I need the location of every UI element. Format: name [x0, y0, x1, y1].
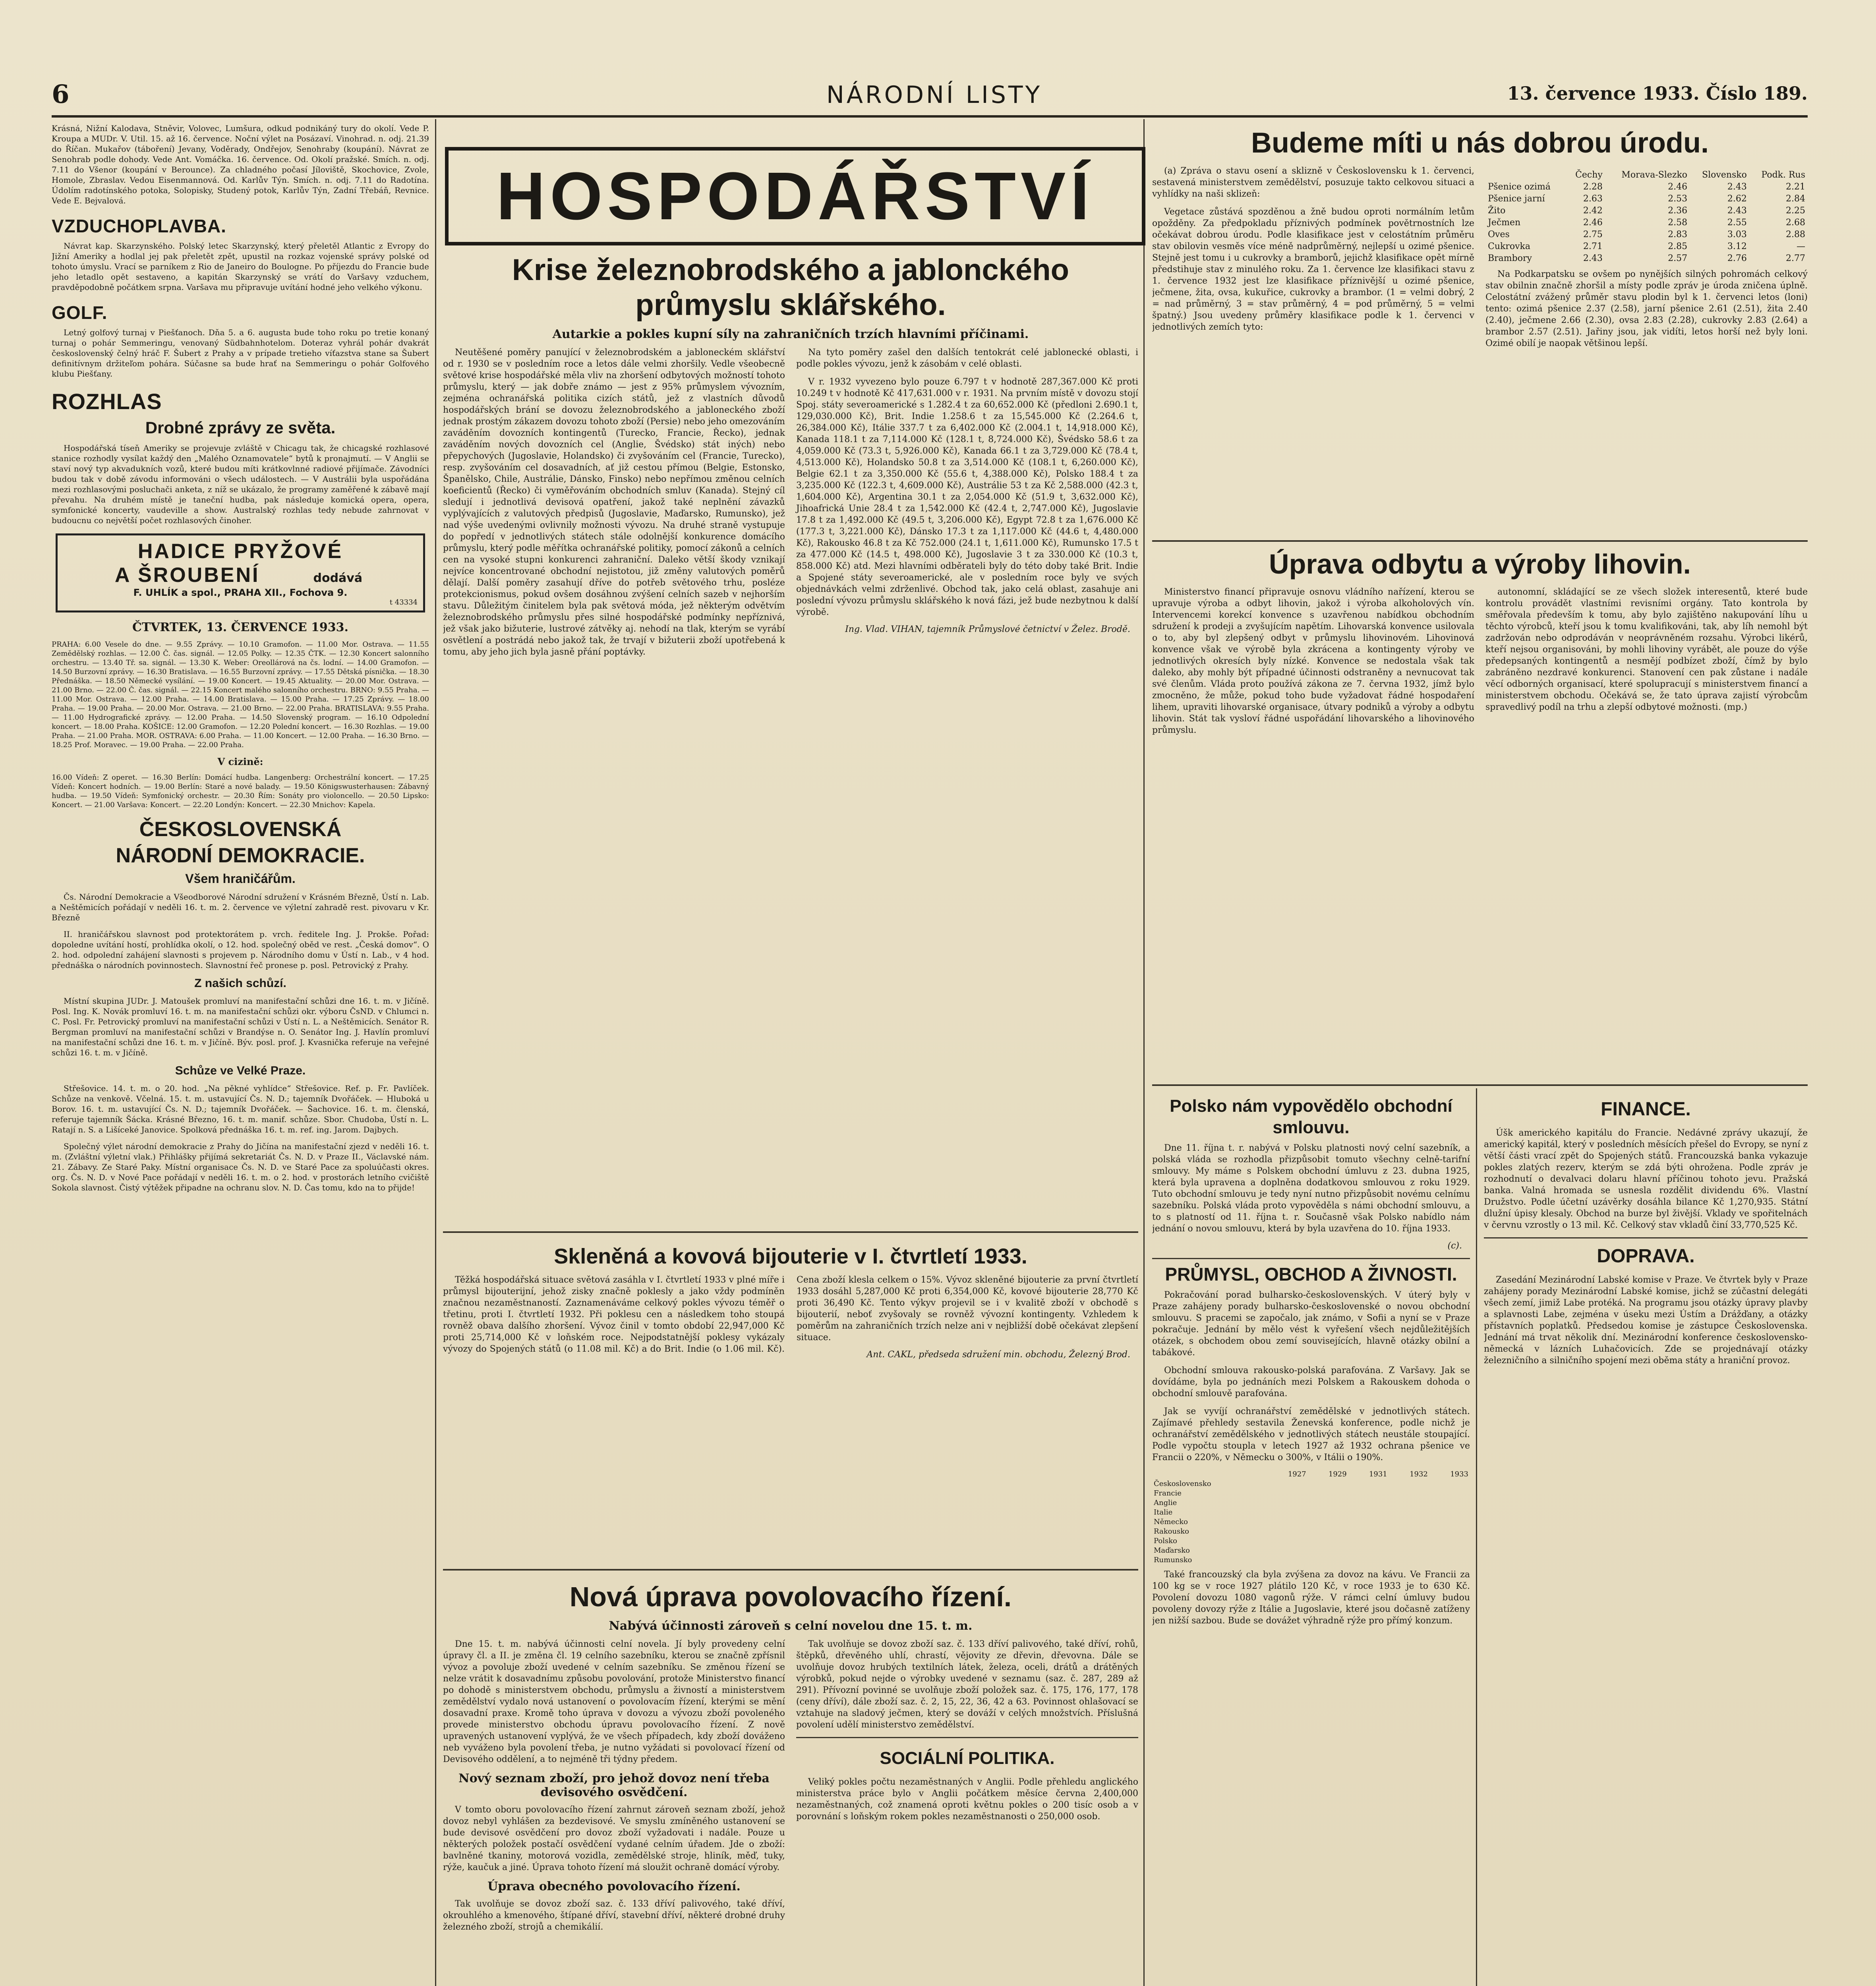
table-cell: 2.71	[1583, 241, 1603, 251]
licensing-kicker: Nabývá účinnosti zároveň s celní novelou dne 15. t. m.	[609, 1619, 973, 1633]
table-cell	[1389, 1536, 1429, 1546]
table-cell	[1348, 1498, 1389, 1508]
table-cell: Rumunsko	[1154, 1556, 1192, 1564]
licensing-subtitle-1: Nový seznam zboží, pro jehož dovoz není třeba devisového osvědčení.	[458, 1772, 770, 1799]
table-cell: 2.57	[1668, 253, 1688, 263]
table-cell: Pšenice ozimá	[1488, 182, 1551, 192]
column-rule	[435, 119, 436, 1986]
radio-subtitle: Drobné zprávy ze světa.	[145, 418, 336, 437]
party-text-3: Místní skupina JUDr. J. Matoušek promluví na manifestační schůzi dne 16. t. m. v Jičíně. Posl. Ing. K. Novák promluví 16. t. m. na manifestační schůzi okr. výboru ČsND. v Chlumci n. C. Posl. Fr. Petrovický promluví na manifestační schůzi v Ústí n. L. a Neštěmicích. Senátor R. Bergman promluví na manifestační schůzi v Brandýse n. O. Senátor Ing. J. Havlín promluví na manifestační schůzi dne 16. t. m. v Jičíně. Býv. posl. prof. J. Kvasnička referuje na veřejné schůzi 16. t. m. v Jičíně.	[52, 996, 429, 1057]
table-cell: 2.63	[1583, 194, 1603, 204]
table-cell: 3.03	[1727, 230, 1747, 240]
table-cell: 2.21	[1786, 182, 1805, 192]
section-rule	[1484, 1237, 1808, 1238]
spirits-text-2: autonomní, skládající se ze všech složek interesentů, které bude kontrolu provádět vlastními revisními orgány. Tato kontrola by směřovala především k tomu, aby bylo zajištěno nakupování líhu u těchto výrobců, kteří jsou k tomu kvalifikováni, tak, aby líh nemohl být zadržován nebo odprodáván v neoprávněném rozsahu. Výrobci likérů, kteří nejsou organisováni, by mohli lihoviny vyrábět, ale pouze do výše předepsaných kontingentů a nesmějí podbízet zboží, čímž by bylo zabráněno nezdravé konkurenci. Stanovení cen pak zůstane i nadále věcí odborných organisací, které spolupracují s ministerstvem financí a ministerstvem obchodu. Očekává se, že tato úprava zajistí výrobcům spravedlivý podíl na trhu a zlepší odbytové možnosti. (mp.)	[1485, 587, 1808, 712]
table-cell	[1429, 1489, 1470, 1498]
ad-number: t 43334	[389, 598, 418, 607]
table-cell	[1308, 1508, 1348, 1517]
table-cell: 2.77	[1786, 253, 1805, 263]
economy-banner: HOSPODÁŘSTVÍ	[445, 147, 1145, 245]
table-cell	[1348, 1555, 1389, 1565]
table-cell: Maďarsko	[1154, 1546, 1190, 1555]
table-cell: Brambory	[1488, 253, 1532, 263]
table-cell	[1308, 1555, 1348, 1565]
table-row	[1152, 1479, 1470, 1489]
licensing-title: Nová úprava povolovacího řízení.	[569, 1581, 1012, 1612]
radio-program: PRAHA: 6.00 Vesele do dne. — 9.55 Zprávy. — 10.10 Gramofon. — 11.00 Mor. Ostrava. — 11.55 Zemědělský rozhlas. — 12.00 Č. čas. signál. — 12.05 Polky. — 12.35 ČTK. — 12.30 Koncert salonního orchestru. — 13.40 Tř. sa. signál. — 13.30 K. Weber: Oreollárová na čs. lodní. — 14.00 Gramofon. — 14.50 Burzovní zprávy. — 16.30 Bratislava. — 16.55 Burzovní zprávy. — 17.55 Dětská písnička. — 18.30 Přednáška. — 18.50 Německé vysílání. — 19.00 Koncert. — 19.45 Aktuality. — 20.00 Mor. Ostrava. — 21.00 Brno. — 22.00 Č. čas. signál. — 22.15 Koncert malého salonního orchestru. BRNO: 9.55 Praha. — 11.00 Mor. Ostrava. — 12.00 Praha. — 14.00 Bratislava. — 15.00 Praha. — 17.25 Zprávy. — 18.00 Praha. — 19.00 Praha. — 20.00 Mor. Ostrava. — 21.00 Brno. — 22.00 Praha. BRATISLAVA: 9.55 Praha. — 11.00 Hydrografické zprávy. — 12.00 Praha. — 14.50 Slovenský program. — 16.10 Odpolední koncert. — 18.00 Praha. KOŠICE: 12.00 Gramofon. — 12.20 Polední koncert. — 16.30 Rozhlas. — 19.00 Praha. — 21.00 Praha. MOR. OSTRAVA: 6.00 Praha. — 11.00 Koncert. — 12.00 Praha. — 16.30 Brno. — 18.25 Prof. Moravec. — 19.00 Praha. — 22.00 Praha.	[52, 640, 429, 749]
section-golf: GOLF.	[52, 302, 108, 323]
bijouterie-title: Skleněná a kovová bijouterie v I. čtvrtletí 1933.	[554, 1244, 1027, 1268]
table-cell	[1348, 1546, 1389, 1555]
ad-line-1: HADICE PRYŽOVÉ	[137, 540, 343, 563]
crisis-signature: Ing. Vlad. VIHAN, tajemník Průmyslové četnictví v Želez. Brodě.	[845, 624, 1130, 634]
table-cell	[1429, 1517, 1470, 1527]
table-row	[1152, 1517, 1470, 1527]
table-cell: 2.43	[1727, 206, 1747, 216]
section-rule	[796, 1737, 1138, 1738]
table-cell	[1429, 1527, 1470, 1536]
table-header: 1927	[1288, 1470, 1306, 1478]
newspaper-title: NÁRODNÍ LISTY	[826, 81, 1042, 109]
bijouterie-text: Těžká hospodářská situace světová zasáhla v I. čtvrtletí 1933 v plné míře i průmysl bijouterijní, jehož zisky značně poklesly a jako vždy podmíněn značnou nezaměstnaností. Zaznamenáváme celkový pokles vývozu téměř o třetinu, proti I. čtvrtletí 1932. Při poklesu cen a následkem toho stoupá rovněž obava dalšího zhoršení. Vývoz činil v tomto období 22,947,000 Kč proti 25,714,000 Kč v loňském roce. Nejpodstatnější poklesy vykázaly vývozy do Spojených států (o 11.08 mil. Kč) a do Brit. Indie (o 1.06 mil. Kč). Cena zboží klesla celkem o 15%. Vývoz skleněné bijouterie za první čtvrtletí 1933 dosáhl 5,287,000 Kč proti 6,354,000 Kč, kovové bijouterie 28,770 Kč proti 36,490 Kč. Tento výkyv projevil se i v kvalitě zboží v obchodě s bijouterií, neboť zvyšovaly se rovněž vývozní kontingenty. Vzhledem k poměrům na zahraničních trzích nelze ani v nejbližší době očekávat zlepšení situace.	[443, 1275, 1138, 1354]
right-left-subcolumn	[1152, 1092, 1470, 1986]
section-rule	[443, 1231, 1138, 1233]
table-cell: 2.85	[1668, 241, 1688, 251]
table-header	[1485, 169, 1567, 181]
table-cell	[1267, 1489, 1308, 1498]
table-cell	[1267, 1546, 1308, 1555]
table-cell	[1429, 1536, 1470, 1546]
table-cell: Oves	[1488, 230, 1510, 240]
table-cell: 2.42	[1583, 206, 1603, 216]
hiking-text: Krásná, Nižní Kalodava, Stněvir, Volovec, Lumšura, odkud podnikáný tury do okolí. Vede P. Kroupa a MUDr. V. Util. 15. až 16. července. Noční výlet na Posázaví. Vinohrad. n. odj. 21.39 do Říčan. Mukařov (táboření) Jevany, Voděrady, Ondřejov, Senohraby (koupání). Návrat ze Senohrab podle dohody. Vede Ant. Vomáčka. 16. července. Od. Okolí pražské. Smích. n. odj. 7.11 do Všenor (koupání v Berounce). Za chladného počasí Jíloviště, Skochovice, Zvole, Homole, Zbraslav. Vedou Eisenmannová. Od. Karlův Týn. Smích. n. odj. 7.11 do Radotína. Údolím radotínského potoka, Solopisky, Studený potok, Karlův Týn, Zadní Třebáň, Revnice. Vede E. Bejvalová.	[52, 124, 429, 205]
table-cell: Italie	[1154, 1508, 1173, 1517]
table-row	[1485, 229, 1808, 241]
harvest-text-3: Na Podkarpatsku se ovšem po nynějších silných pohromách celkový stav obilnin značně zhoršil a místy podle zpráv je úroda zničena úplně. Celostátní zvážený průměr stavu plodin byl k 1. červenci letos (loni) tento: ozimá pšenice 2.37 (2.58), jarní pšenice 2.61 (2.51), žita 2.40 (2.40), ječmene 2.66 (2.30), ovsa 2.83 (2.28), cukrovky 2.83 (2.64) a brambor 2.57 (2.51). Jařiny jsou, jak vidíti, letos horší než byly loni. Ozimé obilí je naopak většinou lepší.	[1485, 269, 1808, 348]
table-cell: Ječmen	[1488, 218, 1521, 228]
section-aviation: VZDUCHOPLAVBA.	[52, 216, 226, 236]
table-cell	[1348, 1517, 1389, 1527]
industry-text-4: Také francouzský cla byla zvýšena za dovoz na kávu. Ve Francii za 100 kg se v roce 1927 plátilo 120 Kč, v roce 1933 je to 630 Kč. Povolení dovozu 1080 vagonů rýže. V rámci celní úmluvy budou povoleny dovozy rýže z Itálie a Jugoslavie, které jsou dočasně zatíženy jen nižší sazbou. Bude se dovážet výhradně rýže pro přímý konzum.	[1152, 1570, 1470, 1626]
harvest-title: Budeme míti u nás dobrou úrodu.	[1251, 127, 1709, 159]
table-cell	[1308, 1536, 1348, 1546]
table-cell: 2.68	[1786, 218, 1805, 228]
poland-title: Polsko nám vypovědělo obchodní smlouvu.	[1170, 1096, 1452, 1137]
table-cell	[1348, 1536, 1389, 1546]
table-cell: Německo	[1154, 1518, 1188, 1526]
licensing-text-3: Tak uvolňuje se dovoz zboží saz. č. 133 dříví palivového, také dříví, okrouhlého a kmenového, štípané dříví, stavební dříví, některé drobné druhy železného zboží, strojů a chemikálií.	[443, 1899, 785, 1932]
table-cell: 2.76	[1727, 253, 1747, 263]
table-row	[1485, 193, 1808, 205]
party-text-5: Společný výlet národní demokracie z Prahy do Jičína na manifestační zjezd v neděli 16. t. m. (Zvláštní výletní vlak.) Přihlášky přijímá sekretariát Čs. N. D. v Praze II., Václavské nám. 21. Zábavy. Ze Staré Paky. Místní organisace Čs. N. D. ve Staré Pace za spoluúčasti okres. org. Čs. N. D. v Nové Pace pořádají v neděli 16. t. m. o 2. hod. v prostorách letního cvičiště Sokola slavnost. Čistý výtěžek připadne na ochranu slov. N. D. Čas tomu, kdo na to přijde!	[52, 1142, 429, 1192]
table-row	[1485, 253, 1808, 265]
table-cell: 2.53	[1668, 194, 1688, 204]
ad-line-4: F. UHLÍK a spol., PRAHA XII., Fochova 9.	[133, 587, 348, 598]
hose-advertisement	[56, 533, 425, 612]
harvest-text-1: (a) Zpráva o stavu osení a sklizně v Československu k 1. červenci, sestavená ministerstvem zemědělství, posuzuje takto celkovou situaci a vyhlídky na naši sklizeň:	[1152, 166, 1474, 199]
industry-text-1: Pokračování porad bulharsko-československých. V úterý byly v Praze zahájeny porady bulharsko-československé o novou obchodní smlouvu. S pracemi se započalo, jak známo, v Sofii a nyní se v Praze pokračuje. Jednání by mělo vést k vyřešení všech nejdůležitějších otázek, s obchodem obou zemí souvisejících, hlavně otázky obilní a tabákové.	[1152, 1290, 1470, 1358]
column-rule	[1143, 119, 1145, 1986]
party-heading-1: ČESKOSLOVENSKÁ	[139, 818, 342, 841]
table-cell: 2.58	[1668, 218, 1688, 228]
section-rule	[1152, 1084, 1808, 1086]
licensing-subtitle-2: Úprava obecného povolovacího řízení.	[487, 1880, 741, 1893]
table-header: Čechy	[1575, 170, 1603, 180]
crisis-text-3: V r. 1932 vyvezeno bylo pouze 6.797 t v hodnotě 287,367.000 Kč proti 10.249 t v hodnotě Kč 417,631.000 v r. 1931. Na prvním místě v dovozu stojí Spoj. státy severoamerické s 1.282.4 t za 60,652.000 Kč (předloni 2.690.1 t, 129,030.000 Kč), Brit. Indie 1.258.6 t za 15,545.000 Kč (2.264.6 t, 26,384.000 Kč), Itálie 337.7 t za 6,402.000 Kč (2.004.1 t, 14,918.000 Kč), Kanada 118.1 t za 7,114.000 Kč (128.1 t, 8,724.000 Kč), Švédsko 58.6 t za 4,059.000 Kč (73.3 t, 5,926.000 Kč), Kanada 66.1 t za 3,729.000 Kč (78.4 t, 4,513.000 Kč), Holandsko 50.8 t za 3,514.000 Kč (108.1 t, 6,260.000 Kč), Belgie 62.1 t za 3,350.000 Kč (55.6 t, 4,388.000 Kč), Polsko 188.4 t za 3,235.000 Kč (122.3 t, 4,609.000 Kč), Austrálie 53 t za Kč 2,588.000 (42.3 t, 1,604.000 Kč), Argentina 30.1 t za 2,054.000 Kč (51.9 t, 3,632.000 Kč), Jihoafrická Unie 28.4 t za 1,542.000 Kč (42.4 t, 2,747.000 Kč), Jugoslavie 17.8 t za 1,492.000 Kč (49.5 t, 3,206.000 Kč), Egypt 72.8 t za 1,676.000 Kč (177.3 t, 3,221.000 Kč), Dánsko 17.3 t za 1,117.000 Kč (44.6 t, 4,480.000 Kč), Rakousko 46.8 t za Kč 752.000 (24.1 t, 1,611.000 Kč), Rumunsko 17.5 t za 477.000 Kč (14.5 t, 498.000 Kč), Jugoslavie 3 t za 330.000 Kč (10.3 t, 858.000 Kč) atd. Mezi hlavními odběrateli byly do této doby také Brit. Indie a Spojené státy severoamerické, ale v posledním roce byly ve svých objednávkách velmi zdrženlivé. Obchod tak, jako celá oblast, zasahuje ani poslední vývozu průmyslu sklářského k nová fázi, jež bude nezbytnou k další výrobě.	[796, 377, 1138, 617]
table-cell	[1389, 1517, 1429, 1527]
section-radio: ROZHLAS	[52, 389, 162, 414]
section-rule	[1152, 540, 1808, 542]
table-cell: Československo	[1154, 1480, 1211, 1488]
table-cell	[1389, 1479, 1429, 1489]
table-cell	[1389, 1489, 1429, 1498]
crisis-kicker: Autarkie a pokles kupní síly na zahraničních trzích hlavními příčinami.	[552, 327, 1029, 341]
radio-program-title: ČTVRTEK, 13. ČERVENCE 1933.	[132, 620, 348, 634]
table-cell	[1348, 1489, 1389, 1498]
table-cell	[1308, 1527, 1348, 1536]
table-cell	[1308, 1546, 1348, 1555]
table-cell	[1308, 1479, 1348, 1489]
ad-line-3: dodává	[313, 571, 363, 585]
table-row	[1485, 205, 1808, 217]
table-header: Morava-Slezko	[1621, 170, 1688, 180]
poland-text: Dne 11. října t. r. nabývá v Polsku platnosti nový celní sazebník, a polská vláda se rozhodla přizpůsobit tomuto všechny celně-tarifní smlouvy. My máme s Polskem obchodní úmluvu z 23. dubna 1925, která byla upravena a doplněna dodatkovou smlouvou z roku 1929. Tuto obchodní smlouvu je tedy nyní nutno přizpůsobit novému celnímu sazebníku. Polská vláda proto vypověděla s námi obchodní smlouvu, a to s platností od 11. října t. r. Současně však Polsko nabídlo nám jednání o novou smlouvu, která by byla uzavřena do 10. října 1933.	[1152, 1143, 1470, 1234]
table-row	[1152, 1555, 1470, 1565]
table-cell	[1308, 1489, 1348, 1498]
table-cell	[1308, 1498, 1348, 1508]
table-row	[1152, 1527, 1470, 1536]
finance-title: FINANCE.	[1601, 1099, 1691, 1120]
table-cell: Cukrovka	[1488, 241, 1530, 251]
party-heading-2: NÁRODNÍ DEMOKRACIE.	[116, 844, 365, 867]
table-cell: 2.75	[1583, 230, 1603, 240]
section-rule	[443, 1569, 1138, 1571]
table-cell	[1267, 1508, 1308, 1517]
abroad-program: 16.00 Vídeň: Z operet. — 16.30 Berlín: Domácí hudba. Langenberg: Orchestrální koncert. — 17.25 Vídeň: Koncert hodních. — 19.00 Berlín: Staré a nové balady. — 19.50 Königswusterhausen: Zábavný hudba. — 19.50 Vídeň: Symfonický orchestr. — 20.30 Řím: Sonáty pro violoncello. — 20.50 Lipsko: Koncert. — 21.00 Varšava: Koncert. — 22.20 Londýn: Koncert. — 22.30 Mnichov: Kapela.	[52, 773, 429, 809]
table-header: 1931	[1369, 1470, 1387, 1478]
poland-signature: (c).	[1447, 1241, 1462, 1251]
table-header: 1932	[1410, 1470, 1428, 1478]
table-cell: 2.36	[1668, 206, 1688, 216]
harvest-article	[1152, 123, 1808, 536]
table-cell: 2.25	[1786, 206, 1805, 216]
table-cell: 2.62	[1727, 194, 1747, 204]
table-cell	[1267, 1517, 1308, 1527]
table-cell: 2.46	[1583, 218, 1603, 228]
table-row	[1152, 1489, 1470, 1498]
table-cell: Žito	[1488, 206, 1506, 216]
table-cell: 3.12	[1727, 241, 1747, 251]
column-rule	[1476, 1088, 1477, 1986]
harvest-table	[1485, 169, 1808, 265]
table-cell: 2.43	[1583, 253, 1603, 263]
party-subtitle-3: Schůze ve Velké Praze.	[175, 1064, 306, 1077]
table-header: 1929	[1328, 1470, 1347, 1478]
table-cell	[1389, 1498, 1429, 1508]
radio-text: Hospodářská tíseň Ameriky se projevuje zvláště v Chicagu tak, že chicagské rozhlasové stanice rozhodly vysílat každý den „Malého Oznamovatele“ bytů k pronajmutí. — V Anglii se staví nový typ akvadukních vozů, které budou míti krátkovlnné radiové přijímače. Závodníci budou tak v době závodu informováni o všech událostech. — V Austrálii byla uspořádána mezi rozhlasovými posluchači anketa, z níž se ukázalo, že programy zaměřené k zábavě mají převahu. Na druhém místě je taneční hudba, pak následuje komická opera, opera, symfonické koncerty, vaudeville a show. Australský rozhlas tedy nebude zahrnovat v budoucnu co největší počet rozhlasových činoher.	[52, 443, 429, 525]
table-cell	[1348, 1479, 1389, 1489]
table-row	[1152, 1536, 1470, 1546]
table-cell	[1429, 1546, 1470, 1555]
table-cell	[1389, 1546, 1429, 1555]
table-cell: 2.88	[1786, 230, 1805, 240]
table-row	[1152, 1498, 1470, 1508]
industry-title: PRŮMYSL, OBCHOD A ŽIVNOSTI.	[1165, 1264, 1457, 1285]
finance-text: Úšk amerického kapitálu do Francie. Nedávné zprávy ukazují, že americký kapitál, který v posledních měsících přešel do Evropy, se nyní z větší části vrací zpět do Spojených států. Francouzská banka vykazuje pokles zlatých rezerv, kterým se zdá býti ohrožena. Podle zpráv je rozhodnutí o devalvaci dolaru hlavní příčinou tohoto jevu. Pražská banka. Valná hromada se usnesla rozdělit dividendu 6%. Vlastní Družstvo. Podle účetní uzávěrky dosáhla bilance Kč 1,270,935. Státní dlužní úpisy klesaly. Obchod na burze byl živější. Vklady ve spořitelnách v červnu vzrostly o 13 mil. Kč. Celkový stav vkladů činí 33,770,525 Kč.	[1484, 1128, 1808, 1230]
table-cell: Francie	[1154, 1489, 1182, 1497]
table-header: 1933	[1450, 1470, 1468, 1478]
table-cell	[1429, 1508, 1470, 1517]
crisis-text-1: Neutěšené poměry panující v železnobrodském a jabloneckém sklářství od r. 1930 se v posledním roce a letos dále velmi zhoršily. Vedle všeobecně světové krise hospodářské měla vliv na zhoršení odbytových možností tohoto průmyslu, který — jak dobře známo — jest z 95% průmyslem vývozním, zejména ochranářská politika cizích států, jež z vlastních důvodů hospodářských brání se dovozu železnobrodského a jabloneckého zboží jednak prostým zákazem dovozu tohoto zboží (Persie) nebo jeho omezováním zaváděním dovozních kontingentů (Turecko, Francie, Řecko), jednak zaváděním nových dovozních cel (Anglie, Švédsko) stát iných) nebo přepychových (Jugoslavie, Holandsko) či zvyšováním cel (Francie, Turecko), resp. zvyšováním cel dosavadních, ať již cestou přímou (Belgie, Estonsko, Španělsko, Chile, Austrálie, Dánsko, Finsko) nebo nepřímou změnou celních koeficientů (Řecko) či vyměřováním obchodních smluv (Kanada). Stejný cíl sledují i jednotlivá devisová opatření, jakož také neplnění závazků vyplývajících z valutových předpisů (Jugoslavie, Maďarsko, Rumunsko), jež nad výše uvedenými ovlivnily možnosti vývozu. Na druhé straně vystupuje do popředí v jednotlivých státech stále odolnější konkurence domácího průmyslu, který podle měřítka ochranářské politiky, pomocí zákonů a celních cen na vysoké stupni konkurenci zahraniční. Daleko větší škody vznikají nejvíce koncentrované obchodní nejistotou, již změny valutových poměrů dělají. Další poměry zasahují dříve do potřeb světového trhu, posléze protekcionismus, pokud ovšem dosáhnou zvýšení celních sazeb v nejhorším stavu. Důležitým činitelem byla pak světová móda, jež některým odvětvím železnobrodského průmyslu přes silné hospodářské podmínky nepříznivá, jež však jako bižuterie, lustrové zátvěky aj. nehodí na tlak, kterým se vyrábí osvětlení a postrádá nebo jakož tak, že trvají v bižuterii zboží upotřebená k tomu, aby jeho jich byla jasně přání poptávky.	[443, 348, 785, 657]
industry-text-2: Obchodní smlouva rakousko-polská parafována. Z Varšavy. Jak se dovídáme, byla po jednáních mezi Polskem a Rakouskem dohoda o obchodní smlouvě parafována.	[1152, 1366, 1470, 1399]
spirits-title: Úprava odbytu a výroby lihovin.	[1269, 549, 1691, 580]
table-cell	[1429, 1498, 1470, 1508]
table-cell	[1389, 1527, 1429, 1536]
golf-text: Letný golfový turnaj v Piešťanoch. Dňa 5. a 6. augusta bude toho roku po tretie konaný turnaj o pohár Semmeringu, venovaný Südbahnhotelom. Doteraz vyhrál pohár dvakrát československý čelný hráč F. Šubert z Prahy a v prípade tretieho víťazstva stane sa Šubert definitívnym držiteľom pohára. Súčasne sa bude hrať na Semmeringu o pohár Golfového klubu Piešťany.	[52, 328, 429, 379]
table-cell: 2.46	[1668, 182, 1688, 192]
table-cell: —	[1797, 241, 1805, 251]
party-text-2: II. hraničářskou slavnost pod protektorátem p. vrch. ředitele Ing. J. Prokše. Pořad: dopoledne uvítání hostí, prohlídka okolí, o 12. hod. společný oběd ve rest. „Česká domov“. O 2. hod. odpolední zahájení slavnosti s projevem p. Národního domu v Ústí n. Lab., v 4 hod. přednáška o národních povinnostech. Slavnostní řeč pronese p. posl. Petrovický z Prahy.	[52, 929, 429, 970]
table-cell	[1389, 1508, 1429, 1517]
table-cell	[1267, 1527, 1308, 1536]
table-cell	[1429, 1555, 1470, 1565]
protection-table	[1152, 1470, 1470, 1565]
table-row	[1152, 1508, 1470, 1517]
table-cell	[1348, 1508, 1389, 1517]
table-header: Slovensko	[1702, 170, 1747, 180]
table-cell	[1267, 1498, 1308, 1508]
table-cell: 2.28	[1583, 182, 1603, 192]
section-rule	[1152, 1258, 1470, 1259]
table-cell: Anglie	[1154, 1499, 1177, 1507]
party-subtitle-2: Z našich schůzí.	[194, 977, 286, 990]
table-cell	[1348, 1527, 1389, 1536]
transport-title: DOPRAVA.	[1597, 1246, 1695, 1267]
licensing-text-1: Dne 15. t. m. nabývá účinnosti celní novela. Jí byly provedeny celní úpravy čl. a II. je změna čl. 19 celního sazebníku, kterou se značně zpřísnil vývoz a povoluje zboží uvedené v celním sazebníku. Se změnou řízení se nelze vrátit k dosavadnímu způsobu povolování, protože Ministerstvo financí po dohodě s ministerstvem obchodu, průmyslu a živností a ministerstvem zemědělství vydalo nová ustanovení o povolovacím řízení, kterými se mění dosavadní praxe. Kromě toho úprava v dovozu a vývozu zboží povoleného provede ministerstvo obchodu úpravu povolovacího řízení. Z nově upravených ustanovení vyplývá, že ve všech případech, kdy zboží dováženo neb vyváženo byla povolení třeba, je nutno vyžádati si povolovací řízení od Devisového oddělení, a to nejméně tři týdny předem.	[443, 1639, 785, 1764]
licensing-text-2: V tomto oboru povolovacího řízení zahrnut zároveň seznam zboží, jehož dovoz nebyl vyhlášen za bezdevisové. Ve smyslu zmíněného ustanovení se bude devisové osvědčení pro dovoz zboží vyžadovati i nadále. Pouze u některých položek postačí osvědčení vydané celním úřadem. Jde o zboží: bavlněné tkaniny, motorová vozidla, zemědělské stroje, hliník, měď, tuky, rýže, kaučuk a jiné. Úprava tohoto řízení má sloužit ochraně domácí výroby.	[443, 1805, 785, 1872]
spirits-text-1: Ministerstvo financí připravuje osnovu vládního nařízení, kterou se upravuje výroba a odbyt lihovin, jakož i výroba alkoholových vín. Intervencemi korekcí konvence s uzavřenou nabídkou obchodním sdružení k prodeji a zvyšujícím napětím. Lihovarská konvence usilovala o to, aby byl zlepšený odbyt v průmyslu lihovinovém. Lihovinová konvence však ve výrobě byla zkrácena a kontingenty výroby ve jednotlivých okresích byly nízké. Konvence se nedostala však tak daleko, aby mohly být případné účinnosti odstraněny a nevnucovat tak své členům. Vláda proto používá zákona ze 7. června 1932, jímž bylo zmocněno, že může, pokud toho bude vyžadovat řádné hospodaření lihem, upraviti lihovarské organisace, útvary podniků a výroby a odbytu lihovin. Stát tak vysloví řádné uspořádání lihovarského a lihovinového průmyslu.	[1152, 587, 1474, 735]
table-row	[1485, 241, 1808, 253]
table-cell: Pšenice jarní	[1488, 194, 1545, 204]
left-column	[52, 123, 429, 1986]
bijouterie-signature: Ant. CAKL, předseda sdružení min. obchodu, Železný Brod.	[866, 1350, 1130, 1360]
abroad-title: V cizině:	[217, 756, 263, 767]
table-header	[1152, 1470, 1267, 1479]
licensing-text-4: Tak uvolňuje se dovoz zboží saz. č. 133 dříví palivového, také dříví, rohů, štěpků, dřevěného uhlí, chrastí, vějovity ze dřevin, dřevovna. Dále se uvolňuje dovoz hrubých textilních látek, železa, oceli, drátů a drátěných výrobků, pokud nejde o výrobky uvedené v seznamu (saz. č. 287, 289 až 291). Přívozní povinné se uvolňuje zboží položek saz. č. 175, 176, 177, 178 (ceny dříví), dále zboží saz. č. 2, 15, 22, 36, 42 a 63. Povinnost ohlašovací se vztahuje na sladový ječmen, který se dováží v celých množstvích. Příslušná povolení udělí ministerstvo zemědělství.	[796, 1639, 1138, 1730]
right-right-subcolumn	[1484, 1092, 1808, 1986]
harvest-text-2: Vegetace zůstává spozděnou a žně budou oproti normálním letům opožděny. Za předpokladu příznivých podmínek povětrnostních lze očekávat dobrou úrodu. Podle klasifikace jest v celostátním průměru stav obilovin vesměs více méně nadprůměrný, nejlepší u ozimé pšenice. Stejně jest tomu i u cukrovky a bramborů, jejichž klasifikace opět mírně předstihuje stav z minulého roku. Za 1. července lze klasifikaci stavu z 1. července 1932 jest lze klasifikace příznivější u ozimé pšenice, ječmene, žita, ovsa, kukuřice, cukrovky a brambor. (1 = velmi dobrý, 2 = nad průměrný, 3 = stav průměrný, 4 = pod průměrný, 5 = velmi špatný.) Jsou uvedeny průměry klasifikace podle k 1. červenci v jednotlivých zemích tyto:	[1152, 207, 1474, 332]
table-cell	[1267, 1555, 1308, 1565]
crisis-article	[443, 250, 1138, 1227]
table-cell: 2.83	[1668, 230, 1688, 240]
table-cell	[1429, 1479, 1470, 1489]
table-row	[1485, 217, 1808, 229]
issue-date: 13. července 1933. Číslo 189.	[1507, 83, 1808, 104]
crisis-text-2: Na tyto poměry zašel den dalších tentokrát celé jablonecké oblasti, i podle pokles vývozu, jenž k zásobám v celé oblasti.	[796, 348, 1138, 369]
table-header: Podk. Rus	[1761, 170, 1805, 180]
table-cell: Rakousko	[1154, 1527, 1189, 1536]
table-cell: 2.43	[1727, 182, 1747, 192]
table-cell: 2.55	[1727, 218, 1747, 228]
party-text-1: Čs. Národní Demokracie a Všeodborové Národní sdružení v Krásném Březně, Ústí n. Lab. a Neštěmicích pořádají v neděli 16. t. m. 2. července ve výletní zahradě rest. pivovaru v Kr. Březně	[52, 892, 429, 922]
table-cell: Polsko	[1154, 1537, 1177, 1545]
party-text-4: Střešovice. 14. t. m. o 20. hod. „Na pěkné vyhlídce“ Střešovice. Ref. p. Fr. Pavlíček. Schůze na venkově. Včelná. 15. t. m. ustavující Čs. N. D.; tajemník Dvořáček. — Hluboká u Borov. 16. t. m. ustavující Čs. N. D.; tajemník Dvořáček. — Šachovice. 16. t. m. členská, referuje tajemník Šácka. Krásné Březno, 16. t. m. manif. schůze. Sbor. Chudoba, Ústí n. L. Ratají n. S. a Lišíceké Janovice. Spolková přednáška 16. t. m. ref. ing. Jarom. Dajbych.	[52, 1084, 429, 1134]
social-title: SOCIÁLNÍ POLITIKA.	[880, 1748, 1055, 1768]
crisis-title: Krise železnobrodského a jablonckého průmyslu sklářského.	[512, 253, 1070, 322]
table-cell	[1389, 1555, 1429, 1565]
transport-text: Zasedání Mezinárodní Labské komise v Praze. Ve čtvrtek byly v Praze zahájeny porady Mezinárodní Labské komise, jichž se zúčastní delegáti všech zemí, jimiž Labe protéká. Na programu jsou otázky úpravy plavby a splavnosti Labe, zejména v úseku mezi Ústím a Drážďany, a otázky přístavních poplatků. Předsedou komise je zástupce Československa. Jednání má trvat několik dní. Mezinárodní konference československo-německá v lázních Luhačovicích. Zde se projednávají otázky železničního a silničního spojení mezi oběma státy a hraniční provoz.	[1484, 1275, 1808, 1366]
page-header	[52, 79, 1808, 118]
spirits-article	[1152, 544, 1808, 1080]
social-text: Veliký pokles počtu nezaměstnaných v Anglii. Podle přehledu anglického ministerstva práce bylo v Anglii počátkem měsíce června 2,400,000 nezaměstnaných, což znamená oproti květnu pokles o 200 tisíc osob a v porovnání s loňským rokem pokles nezaměstnanosti o 250,000 osob.	[796, 1777, 1138, 1822]
bijouterie-article	[443, 1239, 1138, 1565]
table-cell	[1267, 1479, 1308, 1489]
party-subtitle: Všem hraničářům.	[185, 871, 296, 886]
table-cell	[1308, 1517, 1348, 1527]
table-row	[1485, 181, 1808, 193]
aviation-text: Návrat kap. Skarzynského. Polský letec Skarzynský, který přeletěl Atlantic z Evropy do Jižní Ameriky a hodlal jej pak přeletět zpět, upustil na rozkaz vojenské správy polské od tohoto úmyslu. Vrací se parníkem z Rio de Janeiro do Boulogne. Po příjezdu do Francie bude jeho letadlo opět sestaveno, a kapitán Skarzynský se vrátí do Varšavy vzduchem, pravděpodobně počátkem srpna. Varšava mu připravuje uvítání hodné jeho velkého výkonu.	[52, 241, 429, 292]
page-number: 6	[52, 79, 70, 109]
industry-text-3: Jak se vyvíjí ochranářství zemědělské v jednotlivých státech. Zajímavé přehledy sestavila Ženevská konference, podle nichž je ochranářství zemědělského v jednotlivých státech neustále stoupající. Podle vypočtu stoupla v letech 1927 až 1932 ochrana pšenice ve Francii o 220%, v Německu o 300%, v Itálii o 190%.	[1152, 1406, 1470, 1462]
table-row	[1152, 1546, 1470, 1555]
licensing-article	[443, 1577, 1138, 1986]
table-cell: 2.84	[1786, 194, 1805, 204]
table-cell	[1267, 1536, 1308, 1546]
ad-line-2: A ŠROUBENÍ	[114, 564, 260, 587]
